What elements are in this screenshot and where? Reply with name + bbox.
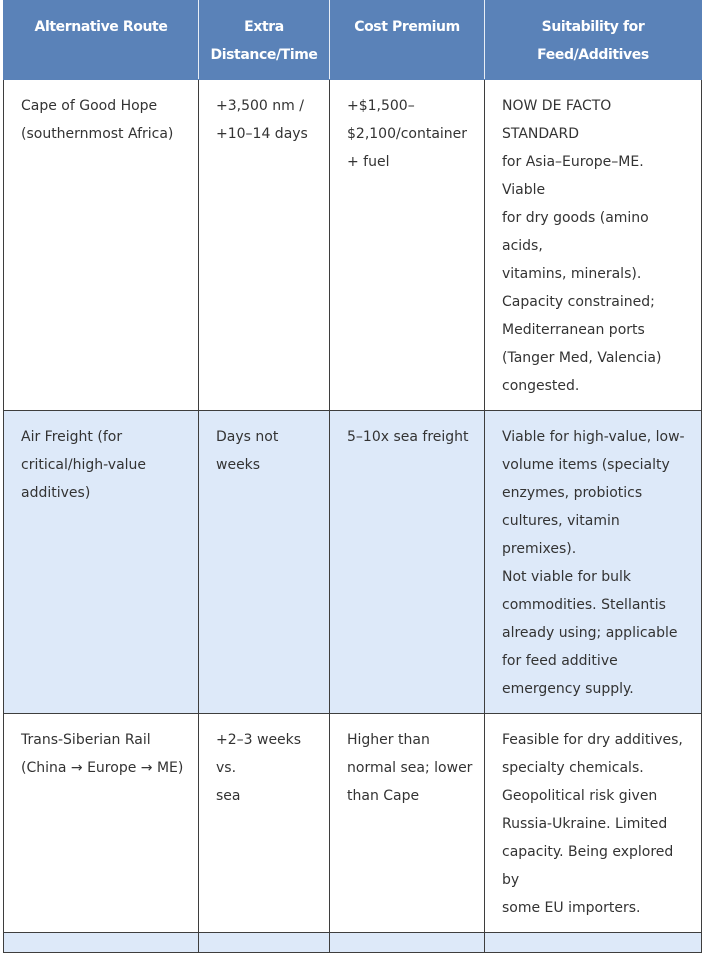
cell-empty [330, 933, 485, 953]
cell-empty [485, 933, 702, 953]
cell-line: for feed additive [502, 653, 618, 669]
cell-line: +2–3 weeks vs. [216, 732, 302, 776]
cell-suitability [485, 714, 702, 933]
table-row [4, 714, 702, 933]
cell-line: 5–10x sea freight [347, 429, 469, 445]
alternative-routes-table [3, 0, 702, 953]
header-extra-distance-time [199, 1, 330, 80]
cell-line: weeks [216, 457, 261, 473]
cell-line: commodities. Stellantis [502, 597, 666, 613]
cell-line: congested. [502, 378, 580, 394]
table-header-row [4, 1, 702, 80]
cell-cost [330, 80, 485, 411]
cell-line: Trans-Siberian Rail [21, 732, 151, 748]
cell-line: additives) [21, 485, 91, 501]
cell-line: (Tanger Med, Valencia) [502, 350, 662, 366]
cell-line: cultures, vitamin premixes). [502, 513, 620, 557]
cell-cost [330, 714, 485, 933]
cell-distance [199, 714, 330, 933]
cell-distance [199, 80, 330, 411]
cell-suitability [485, 411, 702, 714]
cell-line: $2,100/container [347, 126, 468, 142]
header-suitability [485, 1, 702, 80]
cell-line: than Cape [347, 788, 420, 804]
table-row [4, 411, 702, 714]
cell-line: NOW DE FACTO STANDARD [502, 98, 612, 142]
cell-line: Geopolitical risk given [502, 788, 658, 804]
cell-line: specialty chemicals. [502, 760, 644, 776]
header-text: Alternative Route [34, 19, 168, 35]
header-text: Distance/Time [210, 47, 318, 63]
cell-cost [330, 411, 485, 714]
cell-line: Not viable for bulk [502, 569, 632, 585]
cell-line: vitamins, minerals). [502, 266, 642, 282]
cell-route [4, 411, 199, 714]
cell-line: some EU importers. [502, 900, 641, 916]
cell-line: Air Freight (for [21, 429, 123, 445]
cell-line: enzymes, probiotics [502, 485, 643, 501]
cell-distance [199, 411, 330, 714]
cell-line: normal sea; lower [347, 760, 473, 776]
cell-empty [199, 933, 330, 953]
cell-line: (China → Europe → ME) [21, 760, 184, 776]
cell-line: Mediterranean ports [502, 322, 645, 338]
cell-line: +$1,500– [347, 98, 415, 114]
cell-line: Cape of Good Hope [21, 98, 158, 114]
table-row [4, 80, 702, 411]
cell-line: +3,500 nm / [216, 98, 304, 114]
cell-line: + fuel [347, 154, 390, 170]
cell-line: Capacity constrained; [502, 294, 655, 310]
cell-line: +10–14 days [216, 126, 308, 142]
header-cost-premium [330, 1, 485, 80]
header-text: Cost Premium [354, 19, 460, 35]
header-alternative-route [4, 1, 199, 80]
cell-line: already using; applicable [502, 625, 678, 641]
cell-line: (southernmost Africa) [21, 126, 174, 142]
cell-line: sea [216, 788, 241, 804]
cell-line: capacity. Being explored by [502, 844, 674, 888]
cell-line: Feasible for dry additives, [502, 732, 683, 748]
cell-line: for dry goods (amino acids, [502, 210, 649, 254]
cell-line: Higher than [347, 732, 430, 748]
header-text: Extra [244, 19, 284, 35]
cell-line: volume items (specialty [502, 457, 670, 473]
cell-route [4, 714, 199, 933]
cell-line: for Asia–Europe–ME. Viable [502, 154, 644, 198]
cell-line: Viable for high-value, low- [502, 429, 685, 445]
cell-line: Days not [216, 429, 279, 445]
cell-empty [4, 933, 199, 953]
cell-suitability [485, 80, 702, 411]
cell-route [4, 80, 199, 411]
cell-line: critical/high-value [21, 457, 147, 473]
cell-line: emergency supply. [502, 681, 634, 697]
table-row-partial [4, 933, 702, 953]
header-text: Feed/Additives [537, 47, 649, 63]
cell-line: Russia-Ukraine. Limited [502, 816, 668, 832]
header-text: Suitability for [541, 19, 645, 35]
